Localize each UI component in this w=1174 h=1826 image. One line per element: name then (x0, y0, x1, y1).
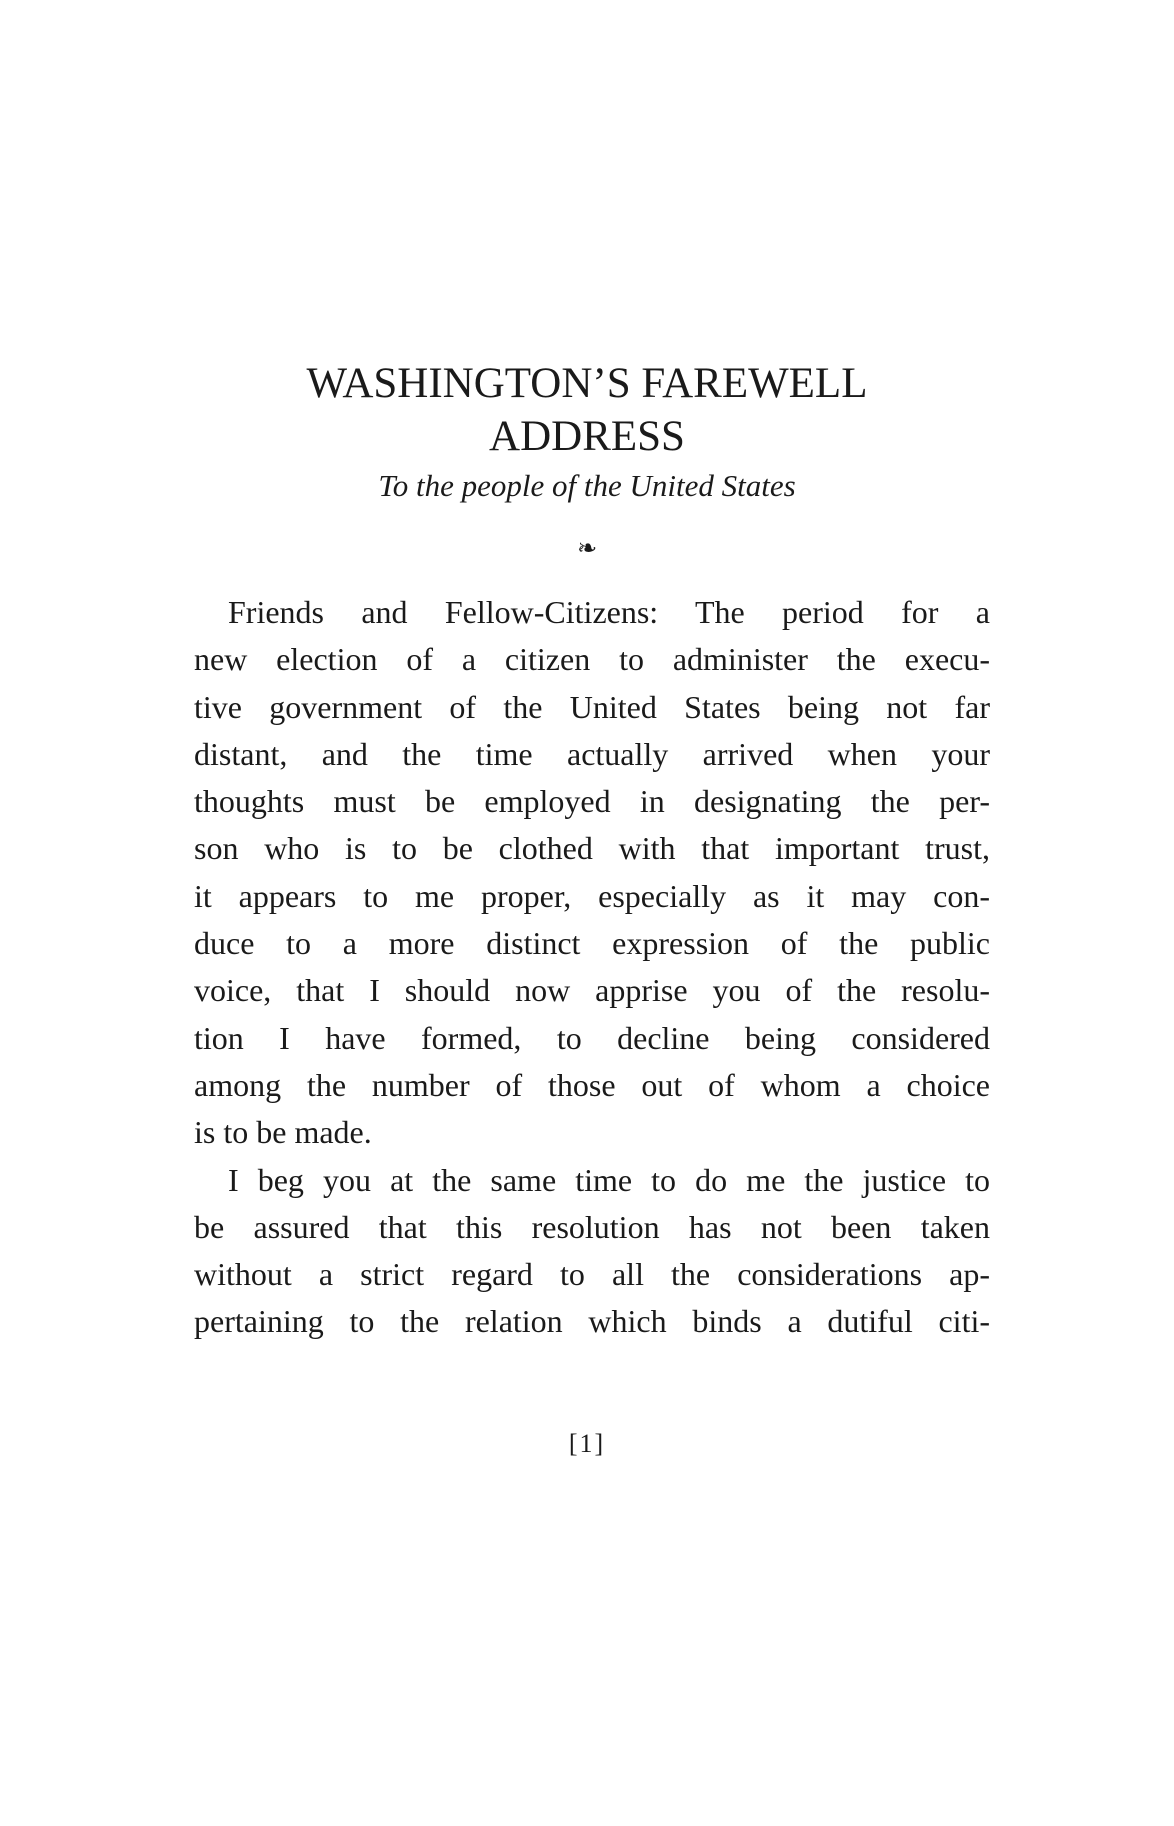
title-line-2: ADDRESS (489, 413, 685, 460)
text-line: I beg you at the same time to do me the justice to (228, 1161, 990, 1198)
text-line: voice, that I should now apprise you of the resolu- (194, 972, 990, 1009)
fleuron-ornament-icon: ❧ (576, 534, 598, 562)
title-line-1: WASHINGTON’S FAREWELL (306, 360, 868, 407)
page-subtitle: To the people of the United States (378, 468, 796, 503)
body-text (194, 589, 990, 1346)
text-line: be assured that this resolution has not been taken (194, 1208, 990, 1245)
text-line: thoughts must be employed in designating the per- (194, 783, 990, 820)
text-line: new election of a citizen to administer the execu- (194, 641, 990, 678)
text-line: is to be made. (194, 1114, 372, 1151)
text-line: duce to a more distinct expression of the public (194, 925, 990, 962)
paragraph (194, 1157, 990, 1346)
text-line: among the number of those out of whom a choice (194, 1066, 990, 1103)
text-line: it appears to me proper, especially as it may con- (194, 877, 990, 914)
text-line: tive government of the United States being not far (194, 688, 990, 725)
text-line: son who is to be clothed with that important trust, (194, 830, 990, 867)
text-line: distant, and the time actually arrived when your (194, 735, 990, 772)
page-title (0, 357, 1174, 463)
text-line: pertaining to the relation which binds a dutiful citi- (194, 1303, 990, 1340)
text-line: without a strict regard to all the considerations ap- (194, 1256, 990, 1293)
text-line: Friends and Fellow-Citizens: The period for a (228, 594, 990, 630)
paragraph (194, 589, 990, 1157)
text-line: tion I have formed, to decline being considered (194, 1019, 990, 1056)
page-number: [1] (568, 1429, 606, 1458)
